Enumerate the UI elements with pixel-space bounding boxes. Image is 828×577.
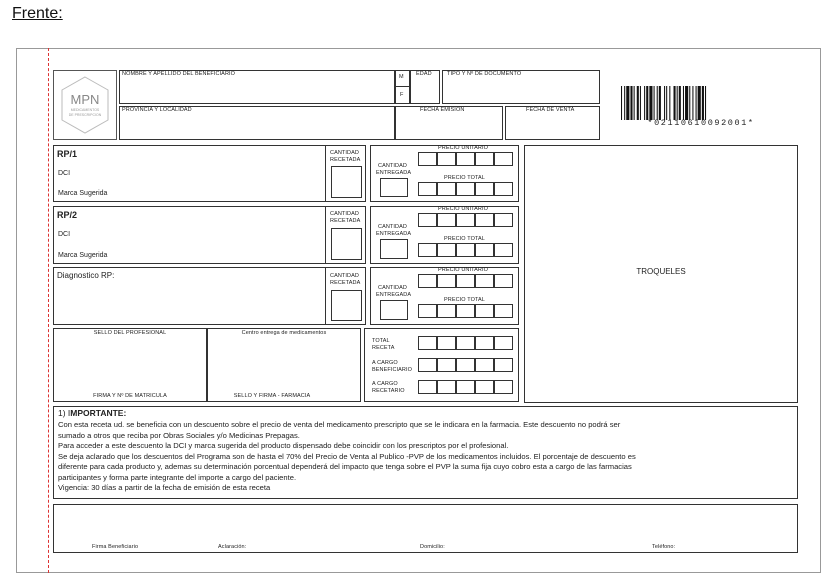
importante-line: sumado a otros que reciba por Obras Sociales y/o Medicinas Prepagas. xyxy=(58,430,300,440)
precio-unitario-label-1: PRECIO UNITARIO xyxy=(438,145,488,151)
importante-title xyxy=(58,409,126,418)
diag-title: Diagnostico RP: xyxy=(57,271,115,280)
cant-entregada-label-1a: CANTIDAD xyxy=(378,163,407,169)
troqueles-label: TROQUELES xyxy=(636,267,686,276)
logo-box xyxy=(53,70,117,140)
precio-total-label-2: PRECIO TOTAL xyxy=(444,236,485,242)
precio-total-label-3: PRECIO TOTAL xyxy=(444,297,485,303)
cargo-recetario-label-2: RECETARIO xyxy=(372,388,405,394)
provincia-label: PROVINCIA Y LOCALIDAD xyxy=(122,107,192,113)
barcode-number: *02110610092001* xyxy=(647,118,755,128)
firma-matricula-label: FIRMA Y Nº DE MATRICULA xyxy=(93,393,167,399)
cant-entregada-label-3a: CANTIDAD xyxy=(378,285,407,291)
rp2-title: RP/2 xyxy=(57,210,78,220)
rp1-cant-recetada-input[interactable] xyxy=(331,166,362,198)
diag-cant-label-2: RECETADA xyxy=(330,280,361,286)
cargo-beneficiario-label-2: BENEFICIARIO xyxy=(372,367,413,373)
importante-line: Vigencia: 30 días a partir de la fecha de emisión de esta receta xyxy=(58,483,271,492)
edad-label: EDAD xyxy=(416,71,432,77)
precio-total-label-1: PRECIO TOTAL xyxy=(444,175,485,181)
cant-entregada-input-2[interactable] xyxy=(380,239,408,259)
importante-title-text: MPORTANTE: xyxy=(70,408,127,418)
logo-sub2: DE PRESCRIPCION xyxy=(68,113,102,117)
rp1-cant-label-2: RECETADA xyxy=(330,157,361,163)
rp2-cant-label-2: RECETADA xyxy=(330,218,361,224)
telefono-label: Teléfono: xyxy=(652,544,676,550)
aclaracion-label: Aclaración: xyxy=(218,544,247,550)
cut-line xyxy=(48,48,49,573)
sello-profesional-box[interactable] xyxy=(53,328,207,402)
fecha-venta-label: FECHA DE VENTA xyxy=(526,107,575,113)
total-receta-label-1: TOTAL xyxy=(372,338,390,344)
logo-mark: MPN xyxy=(70,92,100,107)
firma-beneficiario-label: Firma Beneficiario xyxy=(92,544,139,550)
rp1-dci: DCI xyxy=(58,170,71,177)
entrega-label: Centro entrega de medicamentos xyxy=(241,330,327,336)
barcode-icon xyxy=(621,86,781,120)
sello-farmacia-label: SELLO Y FIRMA - FARMACIA xyxy=(233,393,311,399)
total-receta-label-2: RECETA xyxy=(372,345,395,351)
logo-sub1: MEDICAMENTOS xyxy=(70,108,100,112)
importante-line: participantes y forma parte integrante del importe a cargo del paciente. xyxy=(58,472,297,482)
cant-entregada-input-3[interactable] xyxy=(380,300,408,320)
rp2-dci: DCI xyxy=(58,231,71,238)
cargo-recetario-label-1: A CARGO xyxy=(372,381,398,387)
importante-line: Se deja aclarado que los descuentos del Programa son de hasta el 70% del Precio de Venta al Publico -PVP de los medicamentos incluidos. El porcentaje de descuento es xyxy=(58,451,636,461)
importante-title-num: 1) I xyxy=(58,408,71,418)
tipo-doc-label: TIPO Y Nº DE DOCUMENTO xyxy=(447,71,522,77)
page-heading: Frente: xyxy=(12,5,63,22)
domicilio-label: Domicilio: xyxy=(420,544,445,550)
sello-farmacia-box[interactable] xyxy=(207,328,361,402)
diag-cant-recetada-input[interactable] xyxy=(331,290,362,321)
cant-entregada-label-3b: ENTREGADA xyxy=(376,292,412,298)
sex-m-label: M xyxy=(399,74,404,80)
sello-profesional-label: SELLO DEL PROFESIONAL xyxy=(93,330,167,336)
cant-entregada-label-2a: CANTIDAD xyxy=(378,224,407,230)
rp2-marca: Marca Sugerida xyxy=(58,252,108,259)
nombre-label: NOMBRE Y APELLIDO DEL BENEFICIARIO xyxy=(122,71,236,77)
importante-line: Con esta receta ud. se beneficia con un descuento sobre el precio de venta del medicamento prescripto que se le indicara en la farmacia. Este descuento no podrá ser xyxy=(58,420,621,429)
rp1-cant-label-1: CANTIDAD xyxy=(330,150,359,156)
precio-unitario-label-2: PRECIO UNITARIO xyxy=(438,206,488,212)
sex-f-label: F xyxy=(400,92,404,98)
fecha-emision-label: FECHA EMISION xyxy=(420,107,465,113)
rp2-cant-label-1: CANTIDAD xyxy=(330,211,359,217)
importante-line: Para acceder a este descuento la DCI y marca sugerida del producto dispensado debe coincidir con los prescriptos por el profesional. xyxy=(58,441,509,450)
rp2-cant-recetada-input[interactable] xyxy=(331,228,362,260)
rp1-title: RP/1 xyxy=(57,149,78,159)
rp1-marca: Marca Sugerida xyxy=(58,190,108,197)
importante-text xyxy=(58,420,796,494)
precio-unitario-label-3: PRECIO UNITARIO xyxy=(438,267,488,273)
cant-entregada-label-2b: ENTREGADA xyxy=(376,231,412,237)
cant-entregada-input-1[interactable] xyxy=(380,178,408,197)
importante-line: diferente para cada producto y, ademas su determinación porcentual dependerá del impacto que tenga sobre el PVP la suma fija cuyo cobro esta a cargo de las farmacias xyxy=(58,462,632,471)
diag-cant-label-1: CANTIDAD xyxy=(330,273,359,279)
cargo-beneficiario-label-1: A CARGO xyxy=(372,360,398,366)
cant-entregada-label-1b: ENTREGADA xyxy=(376,170,412,176)
